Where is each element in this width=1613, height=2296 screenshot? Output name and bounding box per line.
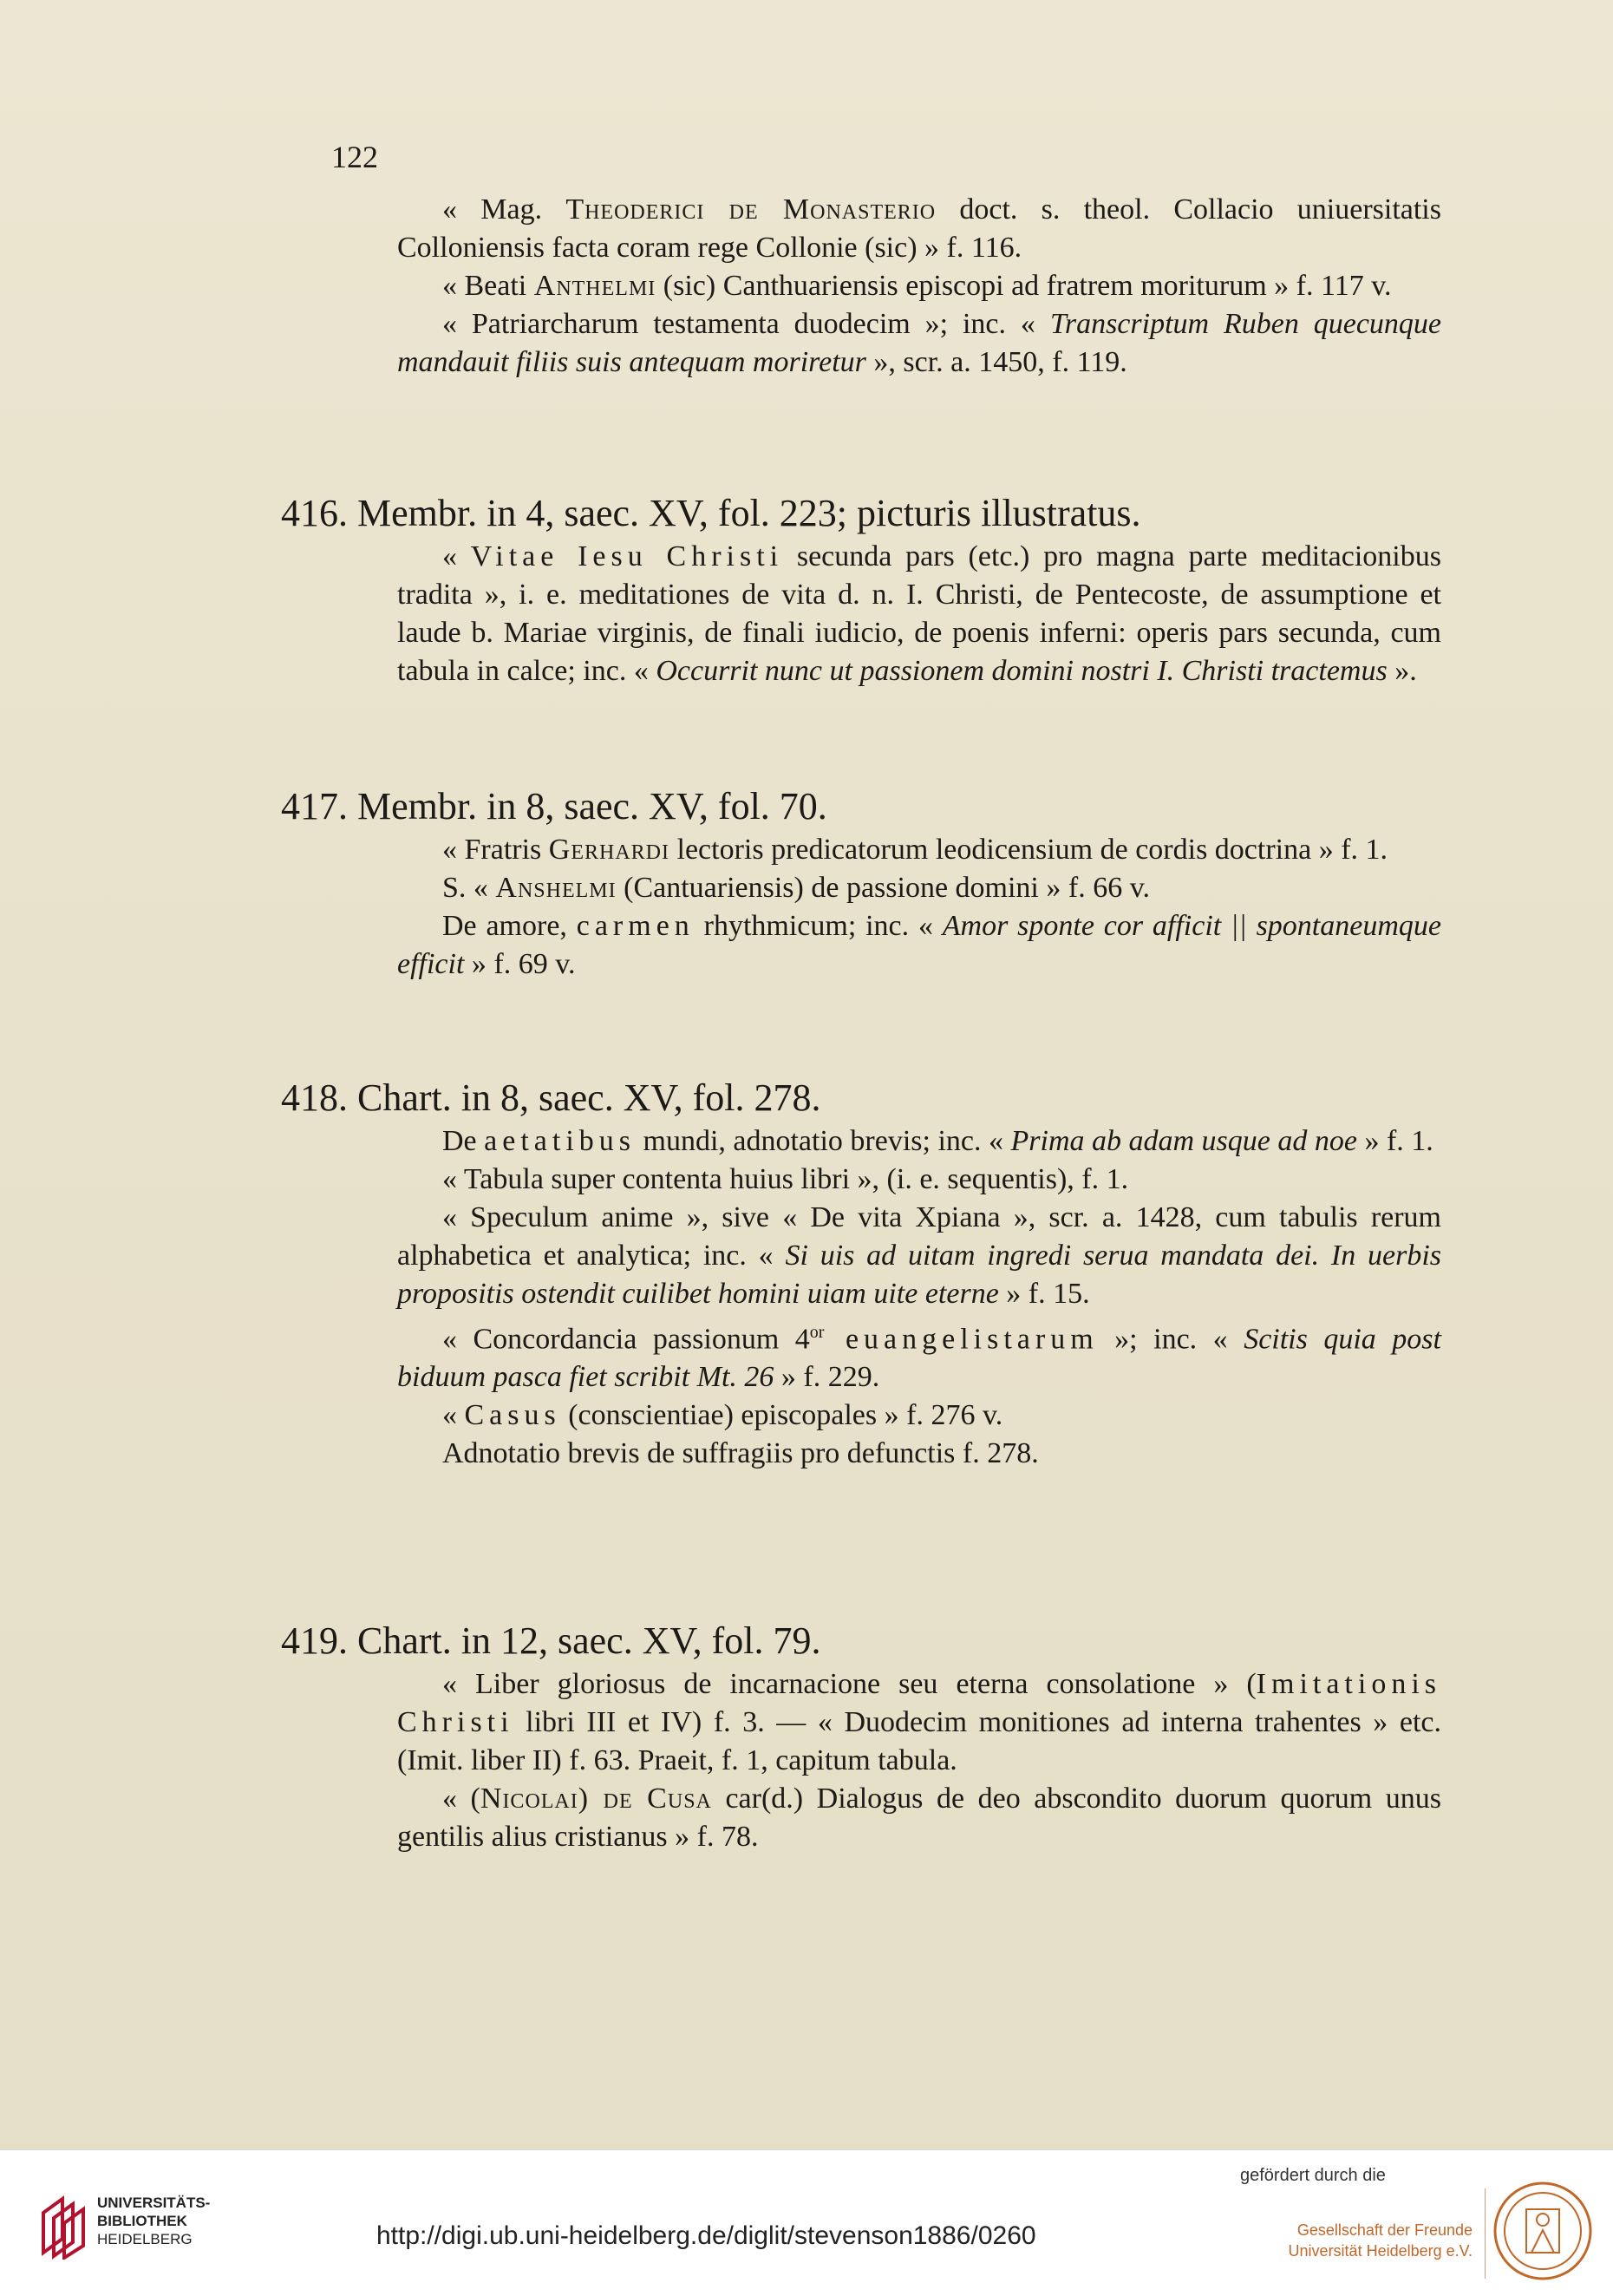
intro-paragraph-2: « Beati Anthelmi (sic) Canthuariensis episcopi ad fratrem moriturum » f. 117 v. [442,270,1392,302]
entry-417-body [397,831,1441,984]
entry-416-paragraph: « Vitae Iesu Christi secunda pars (etc.) pro magna parte meditacionibus tradita », i. e. meditationes de vita d. n. I. Christi, de Pentecoste, de assumptione et laude b. Mariae virginis, de finali iudicio, de poenis inferni: operis pars secunda, cum tabula in calce; inc. « Occurrit nunc ut passionem domini nostri I. Christi tractemus ». [397,540,1441,687]
intro-block [397,191,1441,382]
entry-417-paragraph-2: S. « Anshelmi (Cantuariensis) de passione domini » f. 66 v. [442,872,1150,904]
entry-419-body [397,1665,1441,1856]
page-number: 122 [331,140,378,174]
footer-divider [1485,2188,1486,2279]
intro-paragraph-1: « Mag. Theoderici de Monasterio doct. s. theol. Collacio uniuersitatis Colloniensis facta coram rege Collonie (sic) » f. 116. [397,193,1441,264]
entry-418-paragraph-4: « Concordancia passionum $4^{or}$ euangelistarum »; inc. « Scitis quia post biduum pasca fiet scribit Mt. 26 » f. 229. [397,1323,1441,1394]
university-library-logo-icon [36,2192,90,2260]
entry-419-heading: 419. Chart. in 12, saec. XV, fol. 79. [281,1619,821,1662]
entry-418-paragraph-5: « Casus (conscientiae) episcopales » f. 276 v. [442,1399,1003,1432]
society-name: Gesellschaft der Freunde Universität Heidelberg e.V. [1288,2221,1473,2260]
entry-418-heading: 418. Chart. in 8, saec. XV, fol. 278. [281,1076,821,1119]
entry-419-paragraph-1: « Liber gloriosus de incarnacione seu eterna consolatione » (Imitationis Christi libri III et IV) f. 3. — « Duodecim monitiones ad interna trahentes » etc. (Imit. liber II) f. 63. Praeit, f. 1, capitum tabula. [397,1668,1441,1776]
entry-416-heading: 416. Membr. in 4, saec. XV, fol. 223; picturis illustratus. [281,492,1141,534]
entry-417-paragraph-3: De amore, carmen rhythmicum; inc. « Amor sponte cor afficit || spontaneumque efficit » f. 69 v. [397,910,1441,980]
funded-by-label: gefördert durch die [1240,2166,1386,2185]
permalink-url[interactable]: http://digi.ub.uni-heidelberg.de/diglit/stevenson1886/0260 [376,2221,1036,2250]
entry-418-body [397,1122,1441,1473]
entry-418-paragraph-3: « Speculum anime », sive « De vita Xpiana », scr. a. 1428, cum tabulis rerum alphabetica et analytica; inc. « Si uis ad uitam ingredi serua mandata dei. In uerbis propositis ostendit cuilibet homini uiam uite eterne » f. 15. [397,1201,1442,1310]
library-name: UNIVERSITÄTS- BIBLIOTHEK HEIDELBERG [97,2195,211,2247]
entry-418-paragraph-6: Adnotatio brevis de suffragiis pro defunctis f. 278. [442,1437,1039,1470]
intro-paragraph-3: « Patriarcharum testamenta duodecim »; inc. « Transcriptum Ruben quecunque mandauit filiis suis antequam moriretur », scr. a. 1450, f. 119. [397,308,1442,378]
entry-418-paragraph-2: « Tabula super contenta huius libri », (i. e. sequentis), f. 1. [442,1163,1129,1195]
entry-416-body [397,538,1441,690]
entry-417-heading: 417. Membr. in 8, saec. XV, fol. 70. [281,785,827,827]
university-seal-icon [1492,2180,1594,2282]
entry-418-paragraph-1: De aetatibus mundi, adnotatio brevis; inc. « Prima ab adam usque ad noe » f. 1. [442,1125,1433,1157]
entry-419-paragraph-2: « (Nicolai) de Cusa car(d.) Dialogus de deo abscondito duorum quorum unus gentilis alius cristianus » f. 78. [397,1783,1442,1853]
footer-banner [0,2149,1613,2296]
entry-417-paragraph-1: « Fratris Gerhardi lectoris predicatorum leodicensium de cordis doctrina » f. 1. [442,834,1388,866]
